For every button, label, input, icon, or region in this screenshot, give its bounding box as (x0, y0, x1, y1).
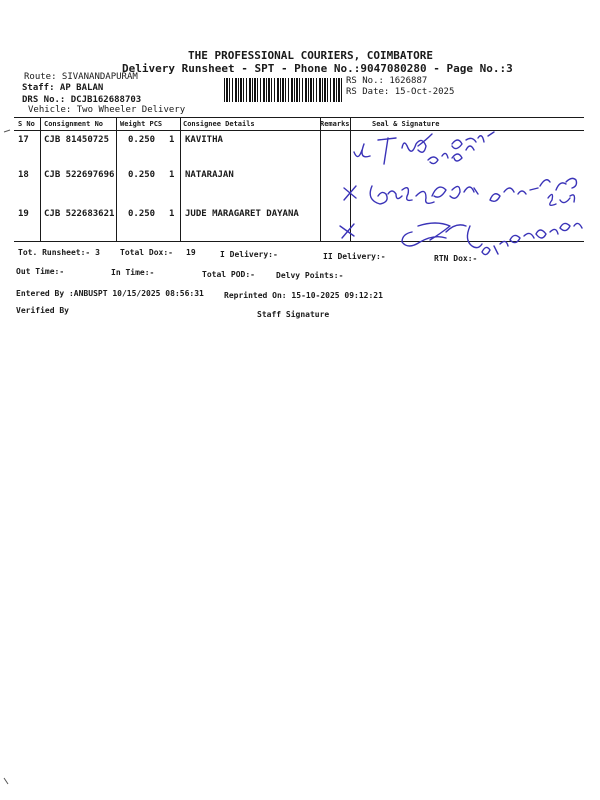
row-consignment: CJB 522683621 (44, 209, 115, 219)
ii-delivery: II Delivery:- (323, 252, 386, 261)
header-sno: S No (18, 120, 35, 128)
total-pod: Total POD:- (202, 270, 255, 279)
row-consignee: JUDE MARAGARET DAYANA (185, 209, 299, 219)
delvy-points: Delvy Points:- (276, 271, 344, 280)
row-weight: 0.250 (128, 135, 156, 145)
row-weight: 0.250 (128, 170, 156, 180)
row-consignee: KAVITHA (185, 135, 223, 145)
out-time: Out Time:- (16, 267, 65, 276)
row-pcs: 1 (169, 209, 175, 219)
row-sno: 18 (18, 170, 29, 180)
total-dox-value: 19 (186, 248, 196, 257)
header-consignee: Consignee Details (183, 120, 255, 128)
header-consignment: Consignment No (44, 120, 104, 128)
reprinted-on: Reprinted On: 15-10-2025 09:12:21 (224, 291, 383, 300)
row-pcs: 1 (169, 135, 175, 145)
signature-row-19 (340, 224, 354, 238)
i-delivery: I Delivery:- (220, 250, 278, 259)
header-remarks: Remarks (320, 120, 350, 128)
rs-date: RS Date: 15-Oct-2025 (346, 87, 455, 97)
rs-number: RS No.: 1626887 (346, 76, 428, 86)
total-dox-label: Total Dox:- (120, 248, 173, 257)
header-seal-signature: Seal & Signature (372, 120, 440, 128)
entered-by: Entered By :ANBUSPT 10/15/2025 08:56:31 (16, 289, 204, 298)
in-time: In Time:- (111, 268, 155, 277)
row-consignee: NATARAJAN (185, 170, 234, 180)
header-weight-pcs: Weight PCS (120, 120, 163, 128)
row-consignment: CJB 81450725 (44, 135, 110, 145)
company-title: THE PROFESSIONAL COURIERS, COIMBATORE (188, 49, 434, 62)
row-sno: 17 (18, 135, 29, 145)
runsheet-subtitle: Delivery Runsheet - SPT - Phone No.:9047080280 - Page No.:3 (122, 62, 513, 75)
row-weight: 0.250 (128, 209, 156, 219)
vehicle-label: Vehicle: Two Wheeler Delivery (28, 105, 186, 115)
tot-runsheet: Tot. Runsheet:- 3 (18, 248, 100, 257)
staff-label: Staff: AP BALAN (22, 83, 104, 93)
row-pcs: 1 (169, 170, 175, 180)
signature-row-18 (344, 186, 356, 200)
signature-row-17 (354, 134, 432, 164)
staff-signature-label: Staff Signature (257, 310, 330, 319)
row-consignment: CJB 522697696 (44, 170, 115, 180)
route-label: Route: SIVANANDAPURAM (24, 72, 138, 82)
drs-number: DRS No.: DCJB162688703 (22, 95, 142, 105)
verified-by: Verified By (16, 306, 69, 315)
row-sno: 19 (18, 209, 29, 219)
rtn-dox: RTN Dox:- (434, 254, 478, 263)
